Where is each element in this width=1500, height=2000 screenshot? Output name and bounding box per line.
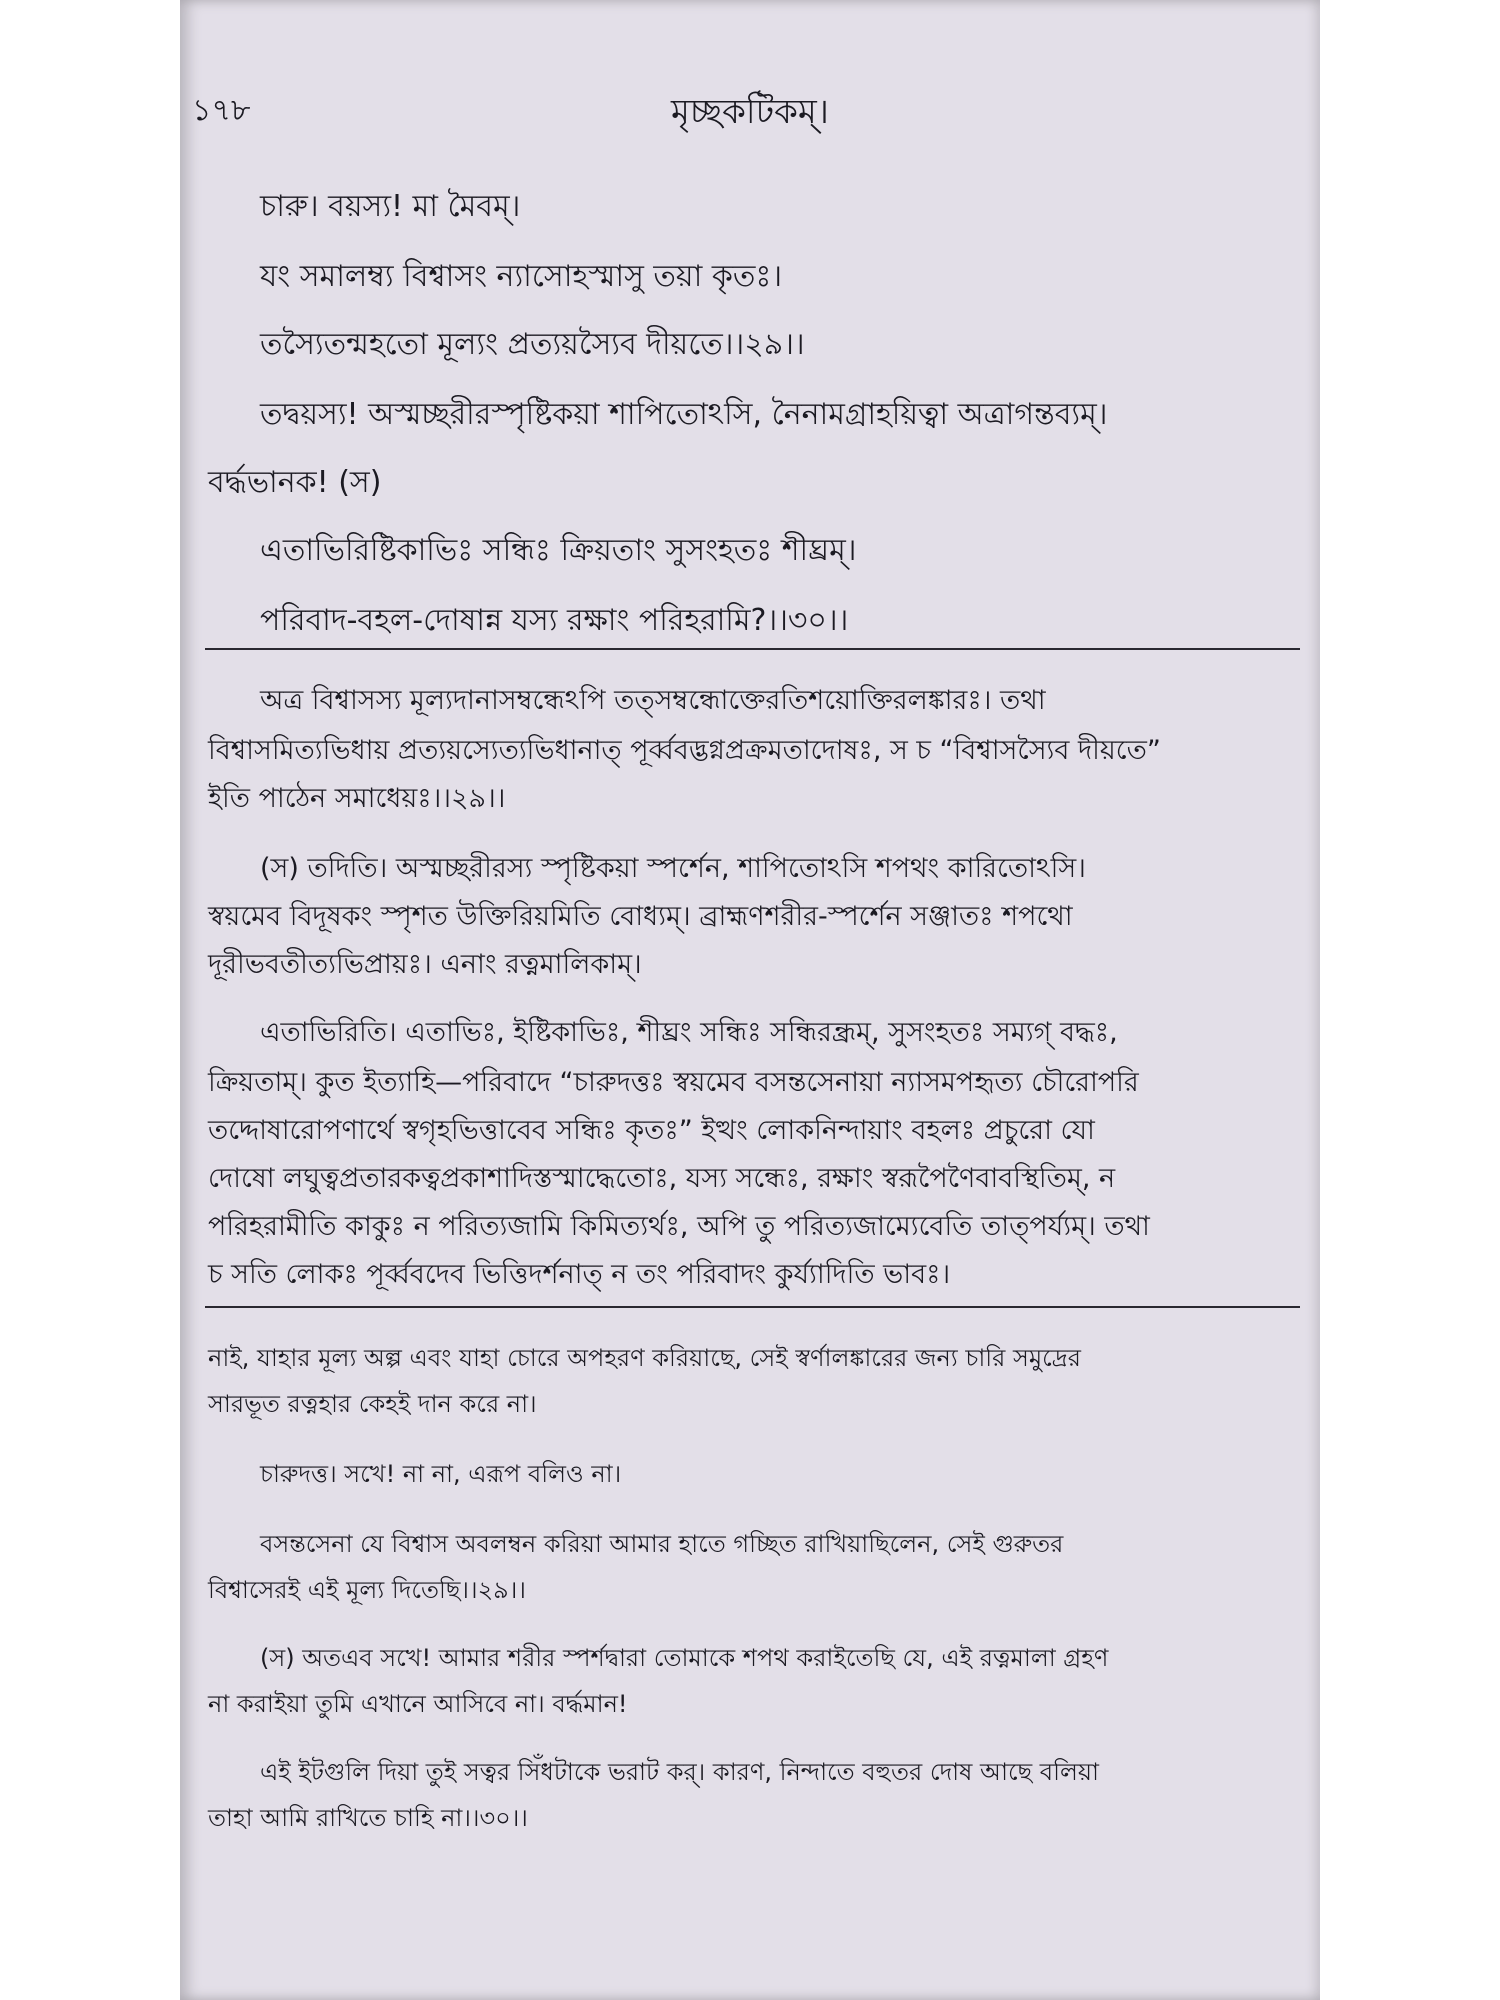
verse-line: যং সমালম্ব্য বিশ্বাসং ন্যাসোহস্মাসু তয়া কৃতঃ।	[260, 259, 783, 294]
translation-line: বিশ্বাসেরই এই মূল্য দিতেছি।।২৯।।	[208, 1576, 526, 1604]
commentary-line: অত্র বিশ্বাসস্য মূল্যদানাসম্বন্ধেঽপি তত্সম্বন্ধোক্তেরতিশয়োক্তিরলঙ্কারঃ। তথা	[260, 685, 1046, 716]
section-divider	[205, 648, 1300, 650]
verse-line: তস্যৈতন্মহতো মূল্যং প্রত্যয়স্যৈব দীয়তে।।২৯।।	[260, 327, 805, 362]
verse-line: পরিবাদ-বহল-দোষান্ন যস্য রক্ষাং পরিহরামি?।।৩০।।	[260, 603, 849, 638]
page-title: মৃচ্ছকটিকম্।	[671, 92, 829, 132]
translation-line: চারুদত্ত। সখে! না না, এরূপ বলিও না।	[260, 1460, 622, 1488]
translation-line: এই ইটগুলি দিয়া তুই সত্বর সিঁধটাকে ভরাট কর্। কারণ, নিন্দাতে বহুতর দোষ আছে বলিয়া	[260, 1758, 1100, 1786]
commentary-line: ক্রিয়তাম্। কুত ইত্যাহি—পরিবাদে “চারুদত্তঃ স্বয়মেব বসন্তসেনায়া ন্যাসমপহৃত্য চৌরোপরি	[208, 1067, 1139, 1098]
translation-line: নাই, যাহার মূল্য অল্প এবং যাহা চোরে অপহরণ করিয়াছে, সেই স্বর্ণালঙ্কারের জন্য চারি সমুদ্রের	[208, 1344, 1081, 1372]
commentary-line: দূরীভবতীত্যভিপ্রায়ঃ। এনাং রত্নমালিকাম্।	[208, 949, 642, 980]
commentary-line: তদ্দোষারোপণার্থে স্বগৃহভিত্তাবেব সন্ধিঃ কৃতঃ” ইত্থং লোকনিন্দায়াং বহলঃ প্রচুরো যো	[208, 1115, 1095, 1146]
commentary-line: দোষো লঘুত্বপ্রতারকত্বপ্রকাশাদিস্তস্মাদ্ধেতোঃ, যস্য সন্ধেঃ, রক্ষাং স্বরূপৈণৈবাবস্থিতিম্, ন	[208, 1163, 1116, 1194]
verse-line: এতাভিরিষ্টিকাভিঃ সন্ধিঃ ক্রিয়তাং সুসংহতঃ শীঘ্রম্।	[260, 533, 857, 568]
verse-line: চারু। বয়স্য! মা মৈবম্।	[260, 189, 521, 224]
commentary-line: পরিহরামীতি কাকুঃ ন পরিত্যজামি কিমিত্যর্থঃ, অপি তু পরিত্যজাম্যেবেতি তাত্পর্য্যম্। তথা	[208, 1211, 1150, 1242]
commentary-line: চ সতি লোকঃ পূর্ব্ববদেব ভিত্তিদর্শনাত্ ন তং পরিবাদং কুর্য্যাদিতি ভাবঃ।	[208, 1259, 951, 1290]
verse-line: বৰ্দ্ধভানক! (স)	[208, 465, 382, 500]
verse-line: তদ্বয়স্য! অস্মচ্ছরীরস্পৃষ্টিকয়া শাপিতোঽসি, নৈনামগ্রাহয়িত্বা অত্রাগন্তব্যম্।	[260, 397, 1108, 432]
commentary-line: স্বয়মেব বিদূষকং স্পৃশত উক্তিরিয়মিতি বোধ্যম্। ব্রাহ্মণশরীর-স্পর্শেন সঞ্জাতঃ শপথো	[208, 901, 1073, 932]
translation-line: (স) অতএব সখে! আমার শরীর স্পর্শদ্বারা তোমাকে শপথ করাইতেছি যে, এই রত্নমালা গ্রহণ	[260, 1644, 1109, 1672]
page-number: ১৭৮	[192, 93, 251, 128]
commentary-line: এতাভিরিতি। এতাভিঃ, ইষ্টিকাভিঃ, শীঘ্রং সন্ধিঃ সন্ধিরন্ধ্রম্, সুসংহতঃ সম্যগ্ বদ্ধঃ,	[260, 1017, 1118, 1048]
translation-line: বসন্তসেনা যে বিশ্বাস অবলম্বন করিয়া আমার হাতে গচ্ছিত রাখিয়াছিলেন, সেই গুরুতর	[260, 1530, 1064, 1558]
translation-line: তাহা আমি রাখিতে চাহি না।।৩০।।	[208, 1804, 528, 1832]
commentary-line: ইতি পাঠেন সমাধেয়ঃ।।২৯।।	[208, 783, 506, 814]
translation-line: সারভূত রত্নহার কেহই দান করে না।	[208, 1390, 537, 1418]
commentary-line: (স) তদিতি। অস্মচ্ছরীরস্য স্পৃষ্টিকয়া স্পর্শেন, শাপিতোঽসি শপথং কারিতোঽসি।	[260, 853, 1086, 884]
commentary-line: বিশ্বাসমিত্যভিধায় প্রত্যয়স্যেত্যভিধানাত্ পূর্ব্ববদ্ভগ্নপ্রক্রমতাদোষঃ, স চ “বিশ্বাসস্যৈব দীয়তে”	[208, 735, 1161, 766]
translation-line: না করাইয়া তুমি এখানে আসিবে না। বৰ্দ্ধমান!	[208, 1690, 628, 1718]
section-divider	[205, 1306, 1300, 1308]
